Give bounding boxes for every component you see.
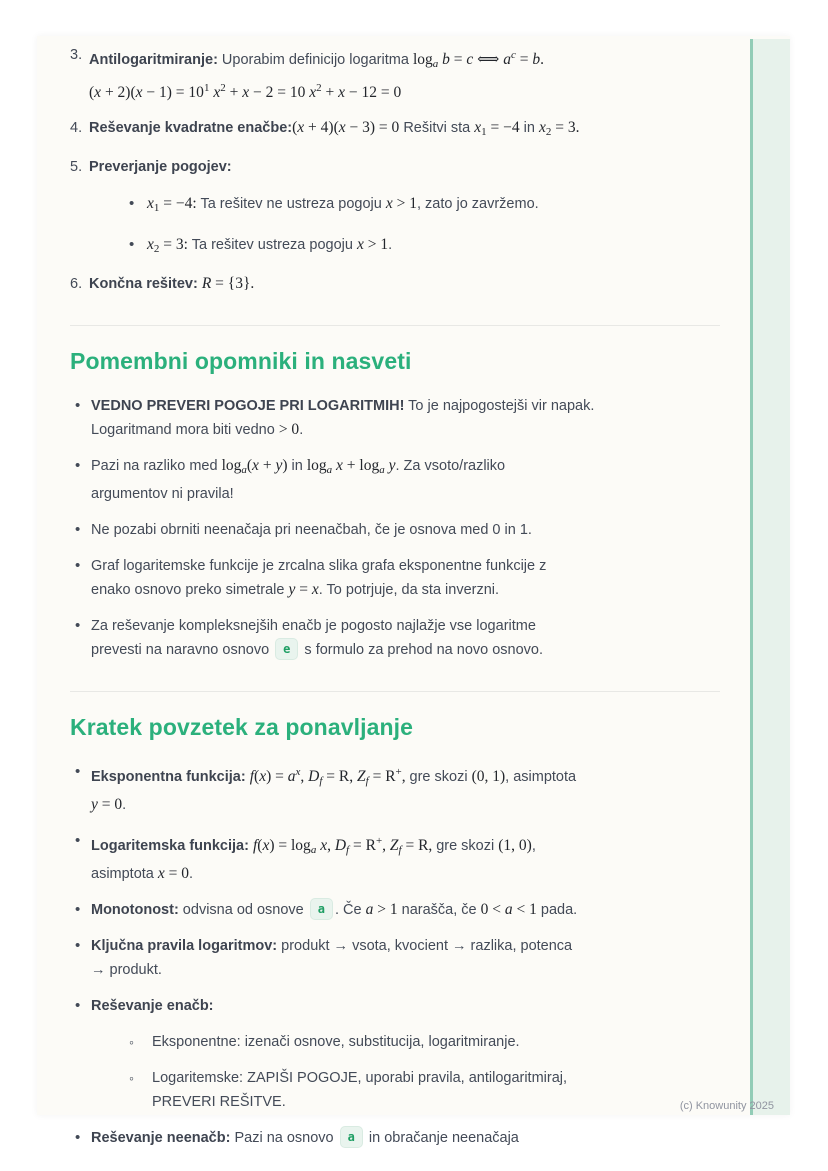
summary-item: • Logaritemska funkcija: $f(x) = \log_a x$, $D_f = R^+$, $Z_f = R$, gre skozi (1, 0), asimptota x = 0. bbox=[75, 829, 748, 886]
step-number: 3. bbox=[70, 47, 83, 63]
summary-item: • Monotonost: odvisna od osnove a . Če a > 1 narašča, če 0 < a < 1 pada. bbox=[75, 898, 748, 922]
page-edge-accent-strip bbox=[750, 39, 790, 1115]
step-text: Reševanje kvadratne enačbe:(x + 4)(x − 3) = 0 Rešitvi sta $x_1 = -4$ in $x_2 = 3$. bbox=[89, 119, 580, 138]
condition-item: • $x_1 = -4$: Ta rešitev ne ustreza pogoju x > 1, zato jo zavržemo. bbox=[129, 192, 748, 220]
summary-item: • Ključna pravila logaritmov: produkt → vsota, kvocient → razlika, potenca → produkt. bbox=[75, 934, 748, 982]
equation-types-list bbox=[91, 1030, 748, 1114]
step-equation: $(x + 2)(x - 1) = 10^1$ $x^2 + x - 2 = 10$ $x^2 + x - 12 = 0$ bbox=[89, 82, 402, 101]
step-number: 4. bbox=[70, 120, 83, 136]
step-item-3 bbox=[70, 43, 748, 105]
summary-heading: Kratek povzetek za ponavljanje bbox=[70, 714, 414, 740]
page-content bbox=[70, 43, 748, 1162]
reminder-item: • Pazi na razliko med $\log_a(x + y)$ in $\log_a x + \log_a y$. Za vsoto/razliko argumentov ni pravila! bbox=[75, 454, 748, 506]
reminders-heading: Pomembni opomniki in nasveti bbox=[70, 348, 412, 374]
step-item-6 bbox=[70, 272, 748, 296]
summary-item: • Eksponentna funkcija: $f(x) = a^x$, $D_f = R$, $Z_f = R^+$, gre skozi (0, 1), asimptota y = 0. bbox=[75, 760, 748, 817]
copyright-credit: (c) Knowunity 2025 bbox=[679, 1100, 774, 1112]
reminder-item: • Ne pozabi obrniti neenačaja pri neenačbah, če je osnova med 0 in 1. bbox=[75, 518, 748, 542]
document-page bbox=[37, 36, 790, 1146]
reminder-item: • Graf logaritemske funkcije je zrcalna slika grafa eksponentne funkcije z enako osnovo preko simetrale y = x. To potrjuje, da sta inverzni. bbox=[75, 554, 748, 602]
equation-type-item: ◦ Logaritemske: ZAPIŠI POGOJE, uporabi pravila, antilogaritmiraj, PREVERI REŠITVE. bbox=[129, 1066, 748, 1114]
reminder-item: • VEDNO PREVERI POGOJE PRI LOGARITMIH! To je najpogostejši vir napak. Logaritmand mora biti vedno > 0. bbox=[75, 394, 748, 442]
equation-type-item: ◦ Eksponentne: izenači osnove, substitucija, logaritmiranje. bbox=[129, 1030, 748, 1054]
condition-item: • $x_2 = 3$: Ta rešitev ustreza pogoju x > 1. bbox=[129, 233, 748, 261]
reminders-list bbox=[70, 394, 748, 662]
section-divider bbox=[70, 691, 720, 692]
step-text: Antilogaritmiranje: Uporabim definicijo logaritma $\log_a b = c$ ⟺ $a^c = b$. bbox=[89, 49, 545, 70]
summary-equations-title: • Reševanje enačb: bbox=[91, 998, 214, 1014]
step-text: Končna rešitev: R = {3}. bbox=[89, 275, 255, 292]
step-item-4 bbox=[70, 116, 748, 144]
section-divider bbox=[70, 325, 720, 326]
step-text: Preverjanje pogojev: bbox=[89, 159, 232, 175]
summary-list bbox=[70, 760, 748, 1150]
summary-item-equations bbox=[75, 994, 748, 1114]
summary-item-inequalities: • Reševanje neenačb: Pazi na osnovo a in obračanje neenačaja bbox=[75, 1126, 748, 1150]
step-item-5 bbox=[70, 155, 748, 261]
step-number: 5. bbox=[70, 159, 83, 175]
condition-check-list bbox=[89, 192, 748, 261]
step-number: 6. bbox=[70, 276, 83, 292]
solution-steps-list bbox=[70, 43, 748, 296]
reminder-item: • Za reševanje kompleksnejših enačb je pogosto najlažje vse logaritme prevesti na naravno osnovo e s formulo za prehod na novo osnovo. bbox=[75, 614, 748, 662]
